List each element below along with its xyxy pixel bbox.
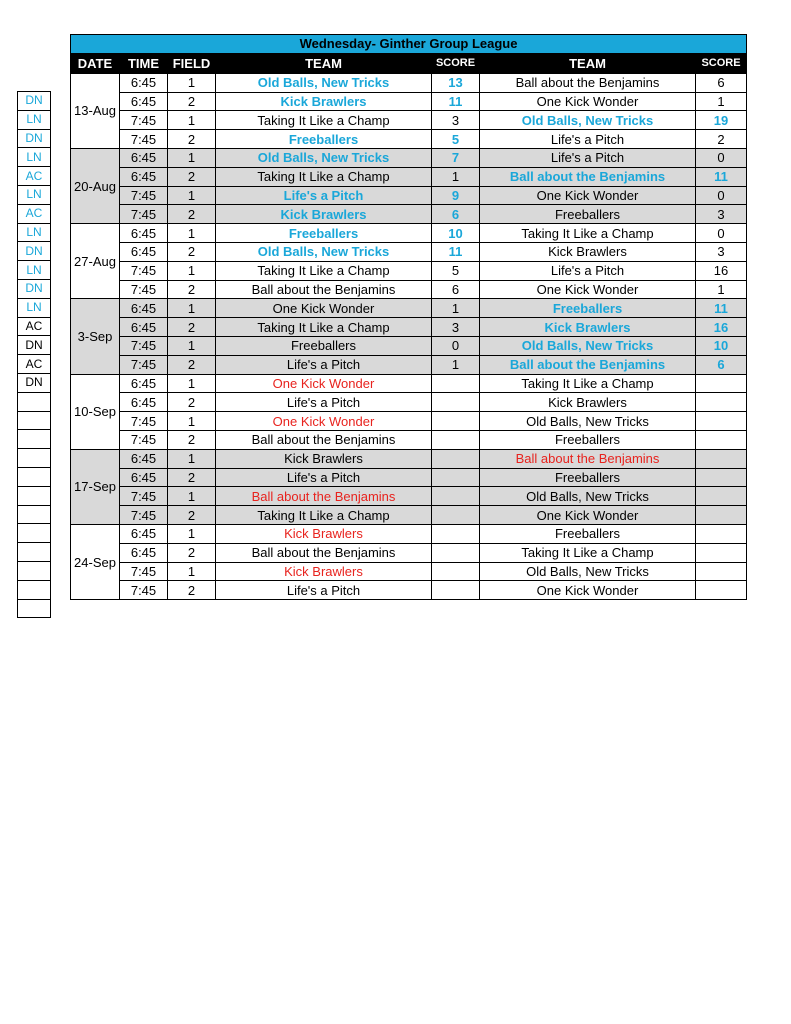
team-1-cell: Taking It Like a Champ [216,506,432,525]
score-2-cell: 10 [696,336,747,355]
score-2-cell: 16 [696,318,747,337]
referee-cell [18,449,51,468]
header-team-2: TEAM [480,53,696,73]
time-cell: 6:45 [120,148,168,167]
score-1-cell: 11 [432,92,480,111]
team-1-cell: Ball about the Benjamins [216,543,432,562]
score-1-cell [432,543,480,562]
table-row [71,336,747,355]
referee-cell: LN [18,185,51,204]
time-cell: 6:45 [120,449,168,468]
score-2-cell [696,468,747,487]
field-cell: 1 [168,412,216,431]
referee-cell [18,392,51,411]
time-cell: 7:45 [120,506,168,525]
score-1-cell: 5 [432,130,480,149]
score-2-cell: 6 [696,355,747,374]
header-score-2: SCORE [696,53,747,73]
time-cell: 6:45 [120,318,168,337]
score-1-cell: 13 [432,73,480,92]
time-cell: 7:45 [120,280,168,299]
header-field: FIELD [168,53,216,73]
table-row [71,130,747,149]
field-cell: 2 [168,205,216,224]
referee-column [17,91,51,618]
team-2-cell: Old Balls, New Tricks [480,336,696,355]
team-1-cell: Freeballers [216,336,432,355]
date-cell: 20-Aug [71,148,120,223]
time-cell: 7:45 [120,562,168,581]
team-2-cell: Old Balls, New Tricks [480,412,696,431]
team-2-cell: Kick Brawlers [480,318,696,337]
referee-cell: AC [18,355,51,374]
field-cell: 2 [168,280,216,299]
team-2-cell: Freeballers [480,468,696,487]
score-1-cell: 1 [432,167,480,186]
team-1-cell: Taking It Like a Champ [216,111,432,130]
field-cell: 1 [168,449,216,468]
referee-cell: DN [18,373,51,392]
team-2-cell: Old Balls, New Tricks [480,111,696,130]
score-2-cell: 2 [696,130,747,149]
score-2-cell [696,374,747,393]
score-2-cell: 6 [696,73,747,92]
table-row [71,73,747,92]
time-cell: 7:45 [120,130,168,149]
header-score-1: SCORE [432,53,480,73]
referee-cell: LN [18,148,51,167]
header-date: DATE [71,53,120,73]
referee-cell: AC [18,167,51,186]
referee-cell [18,561,51,580]
table-row [71,299,747,318]
referee-cell [18,543,51,562]
team-2-cell: Ball about the Benjamins [480,73,696,92]
team-1-cell: Taking It Like a Champ [216,261,432,280]
field-cell: 2 [168,167,216,186]
team-2-cell: Old Balls, New Tricks [480,487,696,506]
field-cell: 1 [168,374,216,393]
table-row [71,167,747,186]
team-1-cell: Kick Brawlers [216,92,432,111]
score-1-cell: 10 [432,224,480,243]
referee-cell: AC [18,317,51,336]
team-1-cell: Life's a Pitch [216,393,432,412]
score-2-cell [696,524,747,543]
time-cell: 7:45 [120,487,168,506]
field-cell: 1 [168,524,216,543]
time-cell: 6:45 [120,167,168,186]
field-cell: 2 [168,430,216,449]
header-row [71,53,747,73]
table-row [71,506,747,525]
time-cell: 6:45 [120,299,168,318]
team-1-cell: Taking It Like a Champ [216,318,432,337]
referee-cell [18,467,51,486]
date-cell: 10-Sep [71,374,120,449]
table-row [71,242,747,261]
table-row [71,111,747,130]
score-2-cell [696,449,747,468]
field-cell: 1 [168,224,216,243]
score-2-cell: 0 [696,186,747,205]
team-2-cell: Kick Brawlers [480,242,696,261]
page-title: Wednesday- Ginther Group League [71,35,747,54]
field-cell: 2 [168,581,216,600]
time-cell: 6:45 [120,524,168,543]
score-2-cell: 0 [696,148,747,167]
time-cell: 6:45 [120,224,168,243]
field-cell: 2 [168,468,216,487]
team-2-cell: Taking It Like a Champ [480,224,696,243]
table-row [71,148,747,167]
header-team-1: TEAM [216,53,432,73]
score-2-cell [696,430,747,449]
team-1-cell: Old Balls, New Tricks [216,242,432,261]
score-2-cell [696,487,747,506]
field-cell: 1 [168,487,216,506]
table-row [71,224,747,243]
score-1-cell: 6 [432,280,480,299]
team-1-cell: Life's a Pitch [216,581,432,600]
score-2-cell: 11 [696,167,747,186]
team-2-cell: One Kick Wonder [480,280,696,299]
referee-cell [18,486,51,505]
score-1-cell [432,581,480,600]
score-2-cell: 3 [696,205,747,224]
score-2-cell [696,581,747,600]
team-2-cell: Ball about the Benjamins [480,449,696,468]
time-cell: 7:45 [120,430,168,449]
team-1-cell: Kick Brawlers [216,205,432,224]
time-cell: 6:45 [120,393,168,412]
field-cell: 2 [168,543,216,562]
time-cell: 7:45 [120,111,168,130]
time-cell: 7:45 [120,261,168,280]
team-1-cell: Ball about the Benjamins [216,280,432,299]
referee-cell [18,505,51,524]
time-cell: 6:45 [120,543,168,562]
field-cell: 1 [168,73,216,92]
time-cell: 6:45 [120,374,168,393]
team-2-cell: One Kick Wonder [480,506,696,525]
time-cell: 7:45 [120,205,168,224]
team-2-cell: Freeballers [480,430,696,449]
field-cell: 2 [168,130,216,149]
team-2-cell: Taking It Like a Champ [480,543,696,562]
score-1-cell [432,374,480,393]
score-1-cell [432,506,480,525]
table-row [71,393,747,412]
score-1-cell: 3 [432,111,480,130]
table-row [71,449,747,468]
score-2-cell [696,543,747,562]
table-row [71,468,747,487]
date-cell: 3-Sep [71,299,120,374]
score-1-cell [432,524,480,543]
team-2-cell: Freeballers [480,299,696,318]
header-time: TIME [120,53,168,73]
time-cell: 7:45 [120,412,168,431]
table-row [71,430,747,449]
field-cell: 2 [168,318,216,337]
date-cell: 27-Aug [71,224,120,299]
field-cell: 2 [168,92,216,111]
field-cell: 2 [168,242,216,261]
table-row [71,280,747,299]
field-cell: 1 [168,336,216,355]
score-1-cell [432,449,480,468]
field-cell: 1 [168,261,216,280]
table-row [71,92,747,111]
team-2-cell: Freeballers [480,205,696,224]
referee-cell: DN [18,242,51,261]
team-2-cell: One Kick Wonder [480,581,696,600]
score-1-cell: 3 [432,318,480,337]
table-row [71,374,747,393]
field-cell: 2 [168,393,216,412]
score-1-cell: 1 [432,355,480,374]
score-1-cell [432,487,480,506]
team-2-cell: Ball about the Benjamins [480,167,696,186]
team-1-cell: One Kick Wonder [216,412,432,431]
team-1-cell: Life's a Pitch [216,468,432,487]
referee-cell: DN [18,279,51,298]
referee-cell: DN [18,129,51,148]
team-1-cell: Ball about the Benjamins [216,430,432,449]
team-1-cell: Life's a Pitch [216,186,432,205]
schedule-table [70,34,747,600]
team-2-cell: Kick Brawlers [480,393,696,412]
referee-cell [18,599,51,618]
team-2-cell: Freeballers [480,524,696,543]
score-2-cell: 11 [696,299,747,318]
team-2-cell: Taking It Like a Champ [480,374,696,393]
score-2-cell [696,506,747,525]
table-row [71,543,747,562]
score-1-cell: 5 [432,261,480,280]
referee-cell: LN [18,110,51,129]
table-row [71,355,747,374]
date-cell: 13-Aug [71,73,120,148]
referee-cell: AC [18,204,51,223]
referee-cell: DN [18,336,51,355]
time-cell: 6:45 [120,468,168,487]
time-cell: 7:45 [120,336,168,355]
score-2-cell [696,562,747,581]
score-1-cell: 9 [432,186,480,205]
score-1-cell [432,468,480,487]
team-1-cell: Freeballers [216,130,432,149]
field-cell: 1 [168,186,216,205]
table-row [71,524,747,543]
team-1-cell: Ball about the Benjamins [216,487,432,506]
team-1-cell: Life's a Pitch [216,355,432,374]
referee-cell [18,411,51,430]
referee-cell: LN [18,298,51,317]
team-1-cell: Old Balls, New Tricks [216,73,432,92]
team-2-cell: Life's a Pitch [480,130,696,149]
score-1-cell [432,393,480,412]
score-1-cell [432,562,480,581]
referee-cell: LN [18,261,51,280]
score-1-cell: 1 [432,299,480,318]
field-cell: 2 [168,506,216,525]
referee-cell: LN [18,223,51,242]
team-1-cell: Kick Brawlers [216,524,432,543]
time-cell: 7:45 [120,186,168,205]
table-row [71,205,747,224]
table-row [71,261,747,280]
field-cell: 1 [168,299,216,318]
score-1-cell [432,430,480,449]
score-2-cell: 19 [696,111,747,130]
time-cell: 6:45 [120,73,168,92]
field-cell: 1 [168,111,216,130]
time-cell: 7:45 [120,581,168,600]
referee-cell [18,430,51,449]
team-2-cell: Life's a Pitch [480,261,696,280]
score-1-cell [432,412,480,431]
score-2-cell: 1 [696,92,747,111]
team-2-cell: One Kick Wonder [480,92,696,111]
score-2-cell: 3 [696,242,747,261]
date-cell: 24-Sep [71,524,120,599]
table-row [71,318,747,337]
time-cell: 6:45 [120,242,168,261]
score-2-cell [696,393,747,412]
team-1-cell: Kick Brawlers [216,449,432,468]
table-row [71,412,747,431]
referee-cell: DN [18,92,51,111]
score-1-cell: 0 [432,336,480,355]
date-cell: 17-Sep [71,449,120,524]
referee-cell [18,580,51,599]
team-2-cell: Ball about the Benjamins [480,355,696,374]
table-row [71,487,747,506]
team-2-cell: Old Balls, New Tricks [480,562,696,581]
team-1-cell: Freeballers [216,224,432,243]
field-cell: 1 [168,148,216,167]
score-2-cell [696,412,747,431]
score-2-cell: 1 [696,280,747,299]
referee-cell [18,524,51,543]
team-1-cell: Taking It Like a Champ [216,167,432,186]
team-2-cell: Life's a Pitch [480,148,696,167]
score-1-cell: 11 [432,242,480,261]
score-2-cell: 16 [696,261,747,280]
score-1-cell: 6 [432,205,480,224]
score-1-cell: 7 [432,148,480,167]
time-cell: 7:45 [120,355,168,374]
field-cell: 1 [168,562,216,581]
team-1-cell: Old Balls, New Tricks [216,148,432,167]
team-1-cell: One Kick Wonder [216,299,432,318]
team-1-cell: Kick Brawlers [216,562,432,581]
table-row [71,581,747,600]
table-row [71,562,747,581]
time-cell: 6:45 [120,92,168,111]
team-1-cell: One Kick Wonder [216,374,432,393]
team-2-cell: One Kick Wonder [480,186,696,205]
score-2-cell: 0 [696,224,747,243]
table-row [71,186,747,205]
field-cell: 2 [168,355,216,374]
